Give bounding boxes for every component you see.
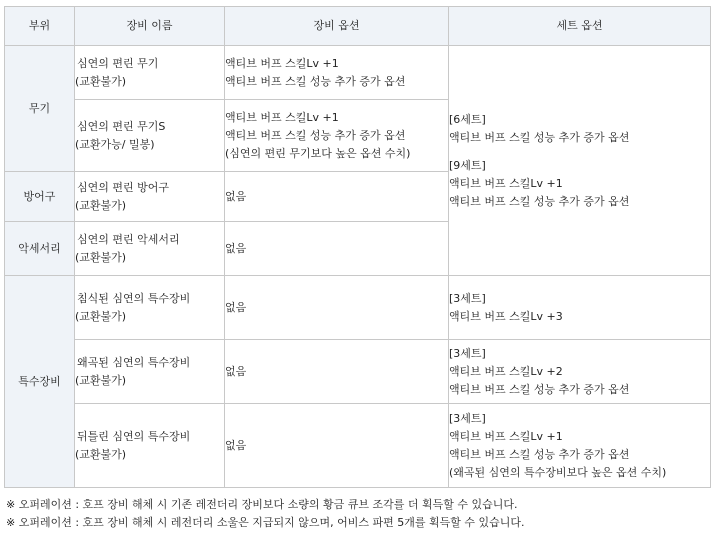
- item-option: 액티브 버프 스킬 성능 추가 증가 옵션: [225, 128, 406, 142]
- item-trade: (교환불가): [75, 373, 127, 387]
- item-name-cell: [75, 172, 225, 222]
- footnote: ※ 오퍼레이션 : 호프 장비 해체 시 기존 레전더리 장비보다 소량의 황금 큐브 조각를 더 획득할 수 있습니다.: [6, 498, 518, 511]
- set-line: 액티브 버프 스킬 성능 추가 증가 옵션: [449, 194, 630, 208]
- header-row: [5, 7, 711, 46]
- item-option: 없음: [225, 300, 247, 314]
- part-accessory: 악세서리: [5, 222, 75, 276]
- set-line: 액티브 버프 스킬 성능 추가 증가 옵션: [449, 382, 630, 396]
- set-title: [3세트]: [449, 291, 486, 305]
- item-option: 액티브 버프 스킬Lv +1: [225, 56, 339, 70]
- item-option-cell: [225, 340, 449, 404]
- footnote: ※ 오퍼레이션 : 호프 장비 해체 시 레전더리 소울은 지급되지 않으며, 어비스 파편 5개를 획득할 수 있습니다.: [6, 516, 525, 529]
- table-row: [5, 46, 711, 100]
- item-name: 뒤틀린 심연의 특수장비: [77, 429, 191, 443]
- item-name: 심연의 편린 무기: [77, 56, 159, 70]
- part-armor: 방어구: [5, 172, 75, 222]
- item-option-cell: [225, 222, 449, 276]
- item-trade: (교환불가): [75, 198, 127, 212]
- item-option-cell: [225, 172, 449, 222]
- item-name: 심연의 편린 무기S: [77, 119, 166, 133]
- set-option-main: [449, 46, 711, 276]
- set-title: [6세트]: [449, 112, 486, 126]
- header-set: 세트 옵션: [449, 7, 711, 46]
- part-weapon: 무기: [5, 46, 75, 172]
- set-title: [3세트]: [449, 346, 486, 360]
- item-option: 액티브 버프 스킬Lv +1: [225, 110, 339, 124]
- item-name-cell: [75, 46, 225, 100]
- item-trade: (교환가능/ 밀봉): [75, 137, 155, 151]
- item-name-cell: [75, 340, 225, 404]
- item-option: 없음: [225, 241, 247, 255]
- item-name: 심연의 편린 방어구: [77, 180, 170, 194]
- set-title: [3세트]: [449, 411, 486, 425]
- set-line: 액티브 버프 스킬Lv +3: [449, 309, 563, 323]
- set-line: 액티브 버프 스킬Lv +1: [449, 176, 563, 190]
- item-option-cell: [225, 404, 449, 488]
- table-row: [5, 276, 711, 340]
- item-name-cell: [75, 404, 225, 488]
- set-line: (왜곡된 심연의 특수장비보다 높은 옵션 수치): [449, 465, 667, 479]
- item-name-cell: [75, 100, 225, 172]
- set-line: 액티브 버프 스킬 성능 추가 증가 옵션: [449, 130, 630, 144]
- header-name: 장비 이름: [75, 7, 225, 46]
- set-line: 액티브 버프 스킬Lv +1: [449, 429, 563, 443]
- item-option: 액티브 버프 스킬 성능 추가 증가 옵션: [225, 74, 406, 88]
- item-name-cell: [75, 222, 225, 276]
- table-row: [5, 404, 711, 488]
- item-option: 없음: [225, 438, 247, 452]
- set-option-special: [449, 276, 711, 340]
- item-name: 심연의 편린 악세서리: [77, 232, 180, 246]
- set-option-special: [449, 340, 711, 404]
- set-option-special: [449, 404, 711, 488]
- item-name-cell: [75, 276, 225, 340]
- item-trade: (교환불가): [75, 447, 127, 461]
- set-title: [9세트]: [449, 158, 486, 172]
- item-name: 왜곡된 심연의 특수장비: [77, 355, 191, 369]
- header-part: 부위: [5, 7, 75, 46]
- set-group-6: [449, 111, 710, 147]
- part-special: 특수장비: [5, 276, 75, 488]
- equipment-table: [4, 6, 711, 488]
- table-row: [5, 340, 711, 404]
- item-option: 없음: [225, 364, 247, 378]
- item-trade: (교환불가): [75, 309, 127, 323]
- item-option: (심연의 편린 무기보다 높은 옵션 수치): [225, 146, 411, 160]
- item-option: 없음: [225, 189, 247, 203]
- set-line: 액티브 버프 스킬Lv +2: [449, 364, 563, 378]
- footnotes: [6, 496, 716, 532]
- item-option-cell: [225, 100, 449, 172]
- item-option-cell: [225, 46, 449, 100]
- item-name: 침식된 심연의 특수장비: [77, 291, 191, 305]
- item-option-cell: [225, 276, 449, 340]
- set-line: 액티브 버프 스킬 성능 추가 증가 옵션: [449, 447, 630, 461]
- item-trade: (교환불가): [75, 250, 127, 264]
- header-option: 장비 옵션: [225, 7, 449, 46]
- item-trade: (교환불가): [75, 74, 127, 88]
- set-group-9: [449, 157, 710, 211]
